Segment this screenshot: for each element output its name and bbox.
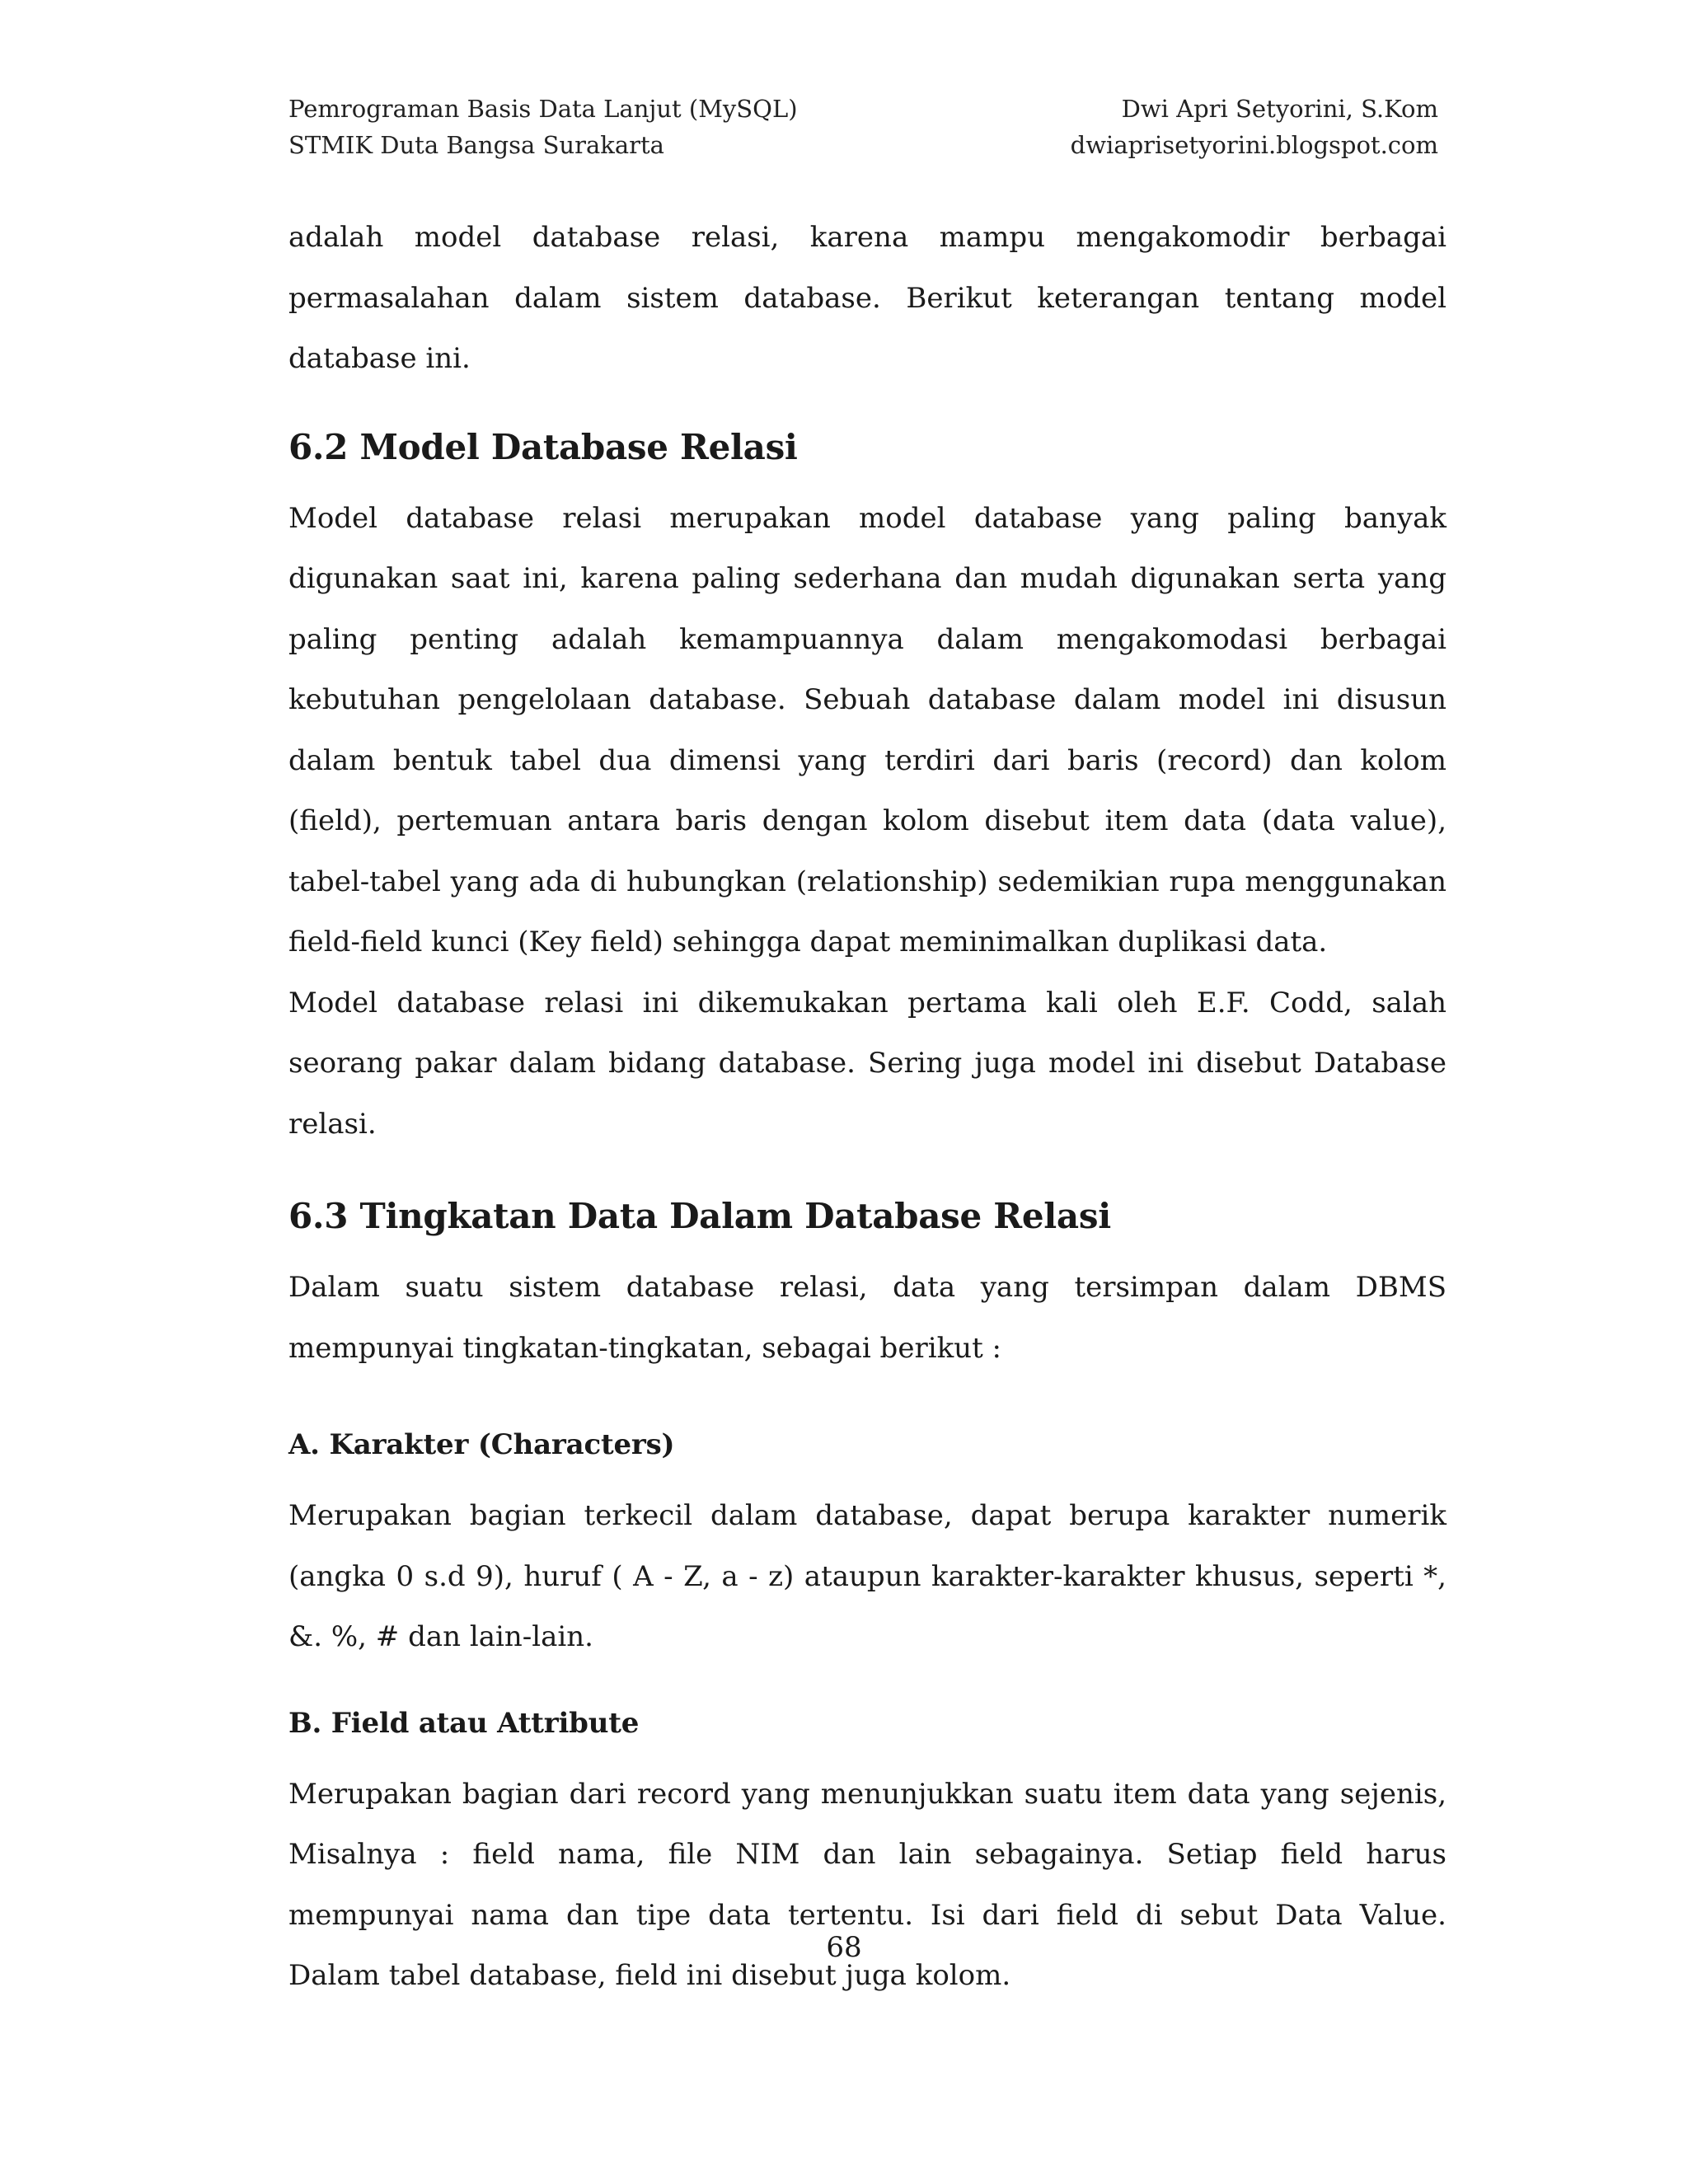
section-6-2-paragraph-1: Model database relasi merupakan model database yang paling banyak digunakan saat ini, karena paling sederhana dan mudah digunakan serta yang paling penting adalah kemampuannya dalam mengakomodasi berbagai kebutuhan pengelolaan database. Sebuah database dalam model ini disusun dalam bentuk tabel dua dimensi yang terdiri dari baris (record) dan kolom (field), pertemuan antara baris dengan kolom disebut item data (data value), tabel-tabel yang ada di hubungkan (relationship) sedemikian rupa menggunakan field-field kunci (Key field) sehingga dapat meminimalkan duplikasi data. <box>288 501 1447 958</box>
section-6-3-heading: 6.3 Tingkatan Data Dalam Database Relasi <box>288 1196 1111 1236</box>
header-row-2 <box>288 127 1438 163</box>
header-author: Dwi Apri Setyorini, S.Kom <box>1121 95 1438 123</box>
header-course-title: Pemrograman Basis Data Lanjut (MySQL) <box>288 95 798 123</box>
subsection-b-heading: B. Field atau Attribute <box>288 1706 640 1740</box>
subsection-a-paragraph: Merupakan bagian terkecil dalam database, dapat berupa karakter numerik (angka 0 s.d 9), huruf ( A - Z, a - z) ataupun karakter-karakter khusus, seperti *, &. %, # dan lain-lain. <box>288 1499 1447 1653</box>
section-6-2-heading: 6.2 Model Database Relasi <box>288 426 798 467</box>
section-6-3-paragraph: Dalam suatu sistem database relasi, data yang tersimpan dalam DBMS mempunyai tingkatan-tingkatan, sebagai berikut : <box>288 1271 1447 1365</box>
page-number: 68 <box>826 1931 862 1964</box>
header-blog: dwiaprisetyorini.blogspot.com <box>1070 131 1438 159</box>
subsection-b-paragraph: Merupakan bagian dari record yang menunjukkan suatu item data yang sejenis, Misalnya : field nama, file NIM dan lain sebagainya. Setiap field harus mempunyai nama dan tipe data tertentu. Isi dari field di sebut Data Value. Dalam tabel database, field ini disebut juga kolom. <box>288 1777 1447 1992</box>
page-content <box>288 208 1447 2007</box>
subsection-a-heading: A. Karakter (Characters) <box>288 1428 675 1461</box>
section-6-2-paragraph-2: Model database relasi ini dikemukakan pertama kali oleh E.F. Codd, salah seorang pakar dalam bidang database. Sering juga model ini disebut Database relasi. <box>288 986 1447 1141</box>
intro-paragraph: adalah model database relasi, karena mampu mengakomodir berbagai permasalahan dalam sistem database. Berikut keterangan tentang model database ini. <box>288 221 1447 375</box>
page-header <box>288 91 1438 163</box>
header-institution: STMIK Duta Bangsa Surakarta <box>288 131 664 159</box>
header-row-1 <box>288 91 1438 127</box>
